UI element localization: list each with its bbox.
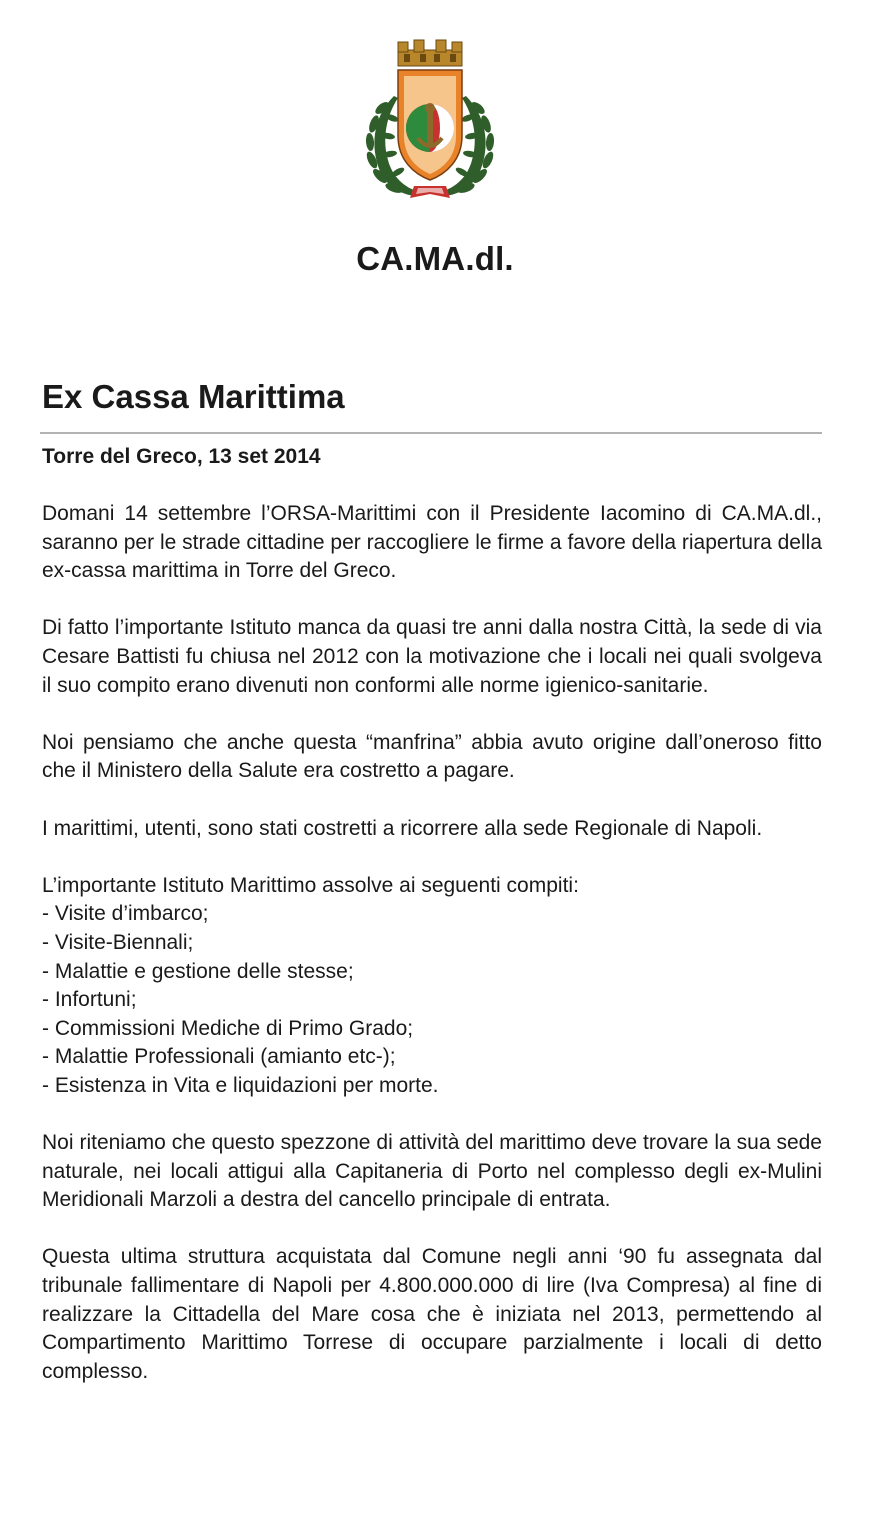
organization-name: CA.MA.dl. bbox=[356, 240, 514, 277]
paragraph: Di fatto l’importante Istituto manca da quasi tre anni dalla nostra Città, la sede di via Cesare Battisti fu chiusa nel 2012 con la motivazione che i locali nei quali svolgeva il suo compito erano divenuti non conformi alle norme igienico-sanitarie. bbox=[42, 616, 822, 697]
article-body bbox=[42, 500, 822, 1415]
paragraph: Domani 14 settembre l’ORSA-Marittimi con il Presidente Iacomino di CA.MA.dl., saranno per le strade cittadine per raccogliere le firme a favore della riapertura della ex-cassa marittima in Torre del Greco. bbox=[42, 502, 822, 583]
page-title: Ex Cassa Marittima bbox=[42, 378, 345, 415]
coat-of-arms-logo bbox=[360, 36, 500, 204]
list-item: - Visite d’imbarco; bbox=[42, 902, 209, 926]
list-item: - Visite-Biennali; bbox=[42, 930, 194, 954]
list-item: - Esistenza in Vita e liquidazioni per morte. bbox=[42, 1073, 439, 1097]
list-item: - Malattie Professionali (amianto etc-); bbox=[42, 1045, 396, 1069]
list-item: - Malattie e gestione delle stesse; bbox=[42, 959, 354, 983]
shield-icon bbox=[398, 70, 462, 180]
list-item: - Commissioni Mediche di Primo Grado; bbox=[42, 1016, 414, 1040]
paragraph: Noi pensiamo che anche questa “manfrina” abbia avuto origine dall’oneroso fitto che il Ministero della Salute era costretto a pagare. bbox=[42, 730, 822, 783]
paragraph: Questa ultima struttura acquistata dal Comune negli anni ‘90 fu assegnata dal tribunale fallimentare di Napoli per 4.800.000.000 di lire (Iva Compresa) al fine di realizzare la Cittadella del Mare cosa che è iniziata nel 2013, permettendo al Compartimento Marittimo Torrese di occupare parzialmente i locali di detto complesso. bbox=[42, 1245, 822, 1383]
list-item: - Infortuni; bbox=[42, 988, 137, 1012]
dateline: Torre del Greco, 13 set 2014 bbox=[42, 445, 321, 468]
title-divider bbox=[40, 432, 822, 434]
paragraph: Noi riteniamo che questo spezzone di attività del marittimo deve trovare la sua sede naturale, nei locali attigui alla Capitaneria di Porto nel complesso degli ex-Mulini Meridionali Marzoli a destra del cancello principale di entrata. bbox=[42, 1131, 822, 1212]
duties-list bbox=[42, 872, 822, 1101]
ribbon-icon bbox=[410, 186, 450, 198]
paragraph: I marittimi, utenti, sono stati costretti a ricorrere alla sede Regionale di Napoli. bbox=[42, 816, 763, 840]
list-intro: L’importante Istituto Marittimo assolve ai seguenti compiti: bbox=[42, 873, 579, 897]
crown-icon bbox=[398, 40, 462, 66]
